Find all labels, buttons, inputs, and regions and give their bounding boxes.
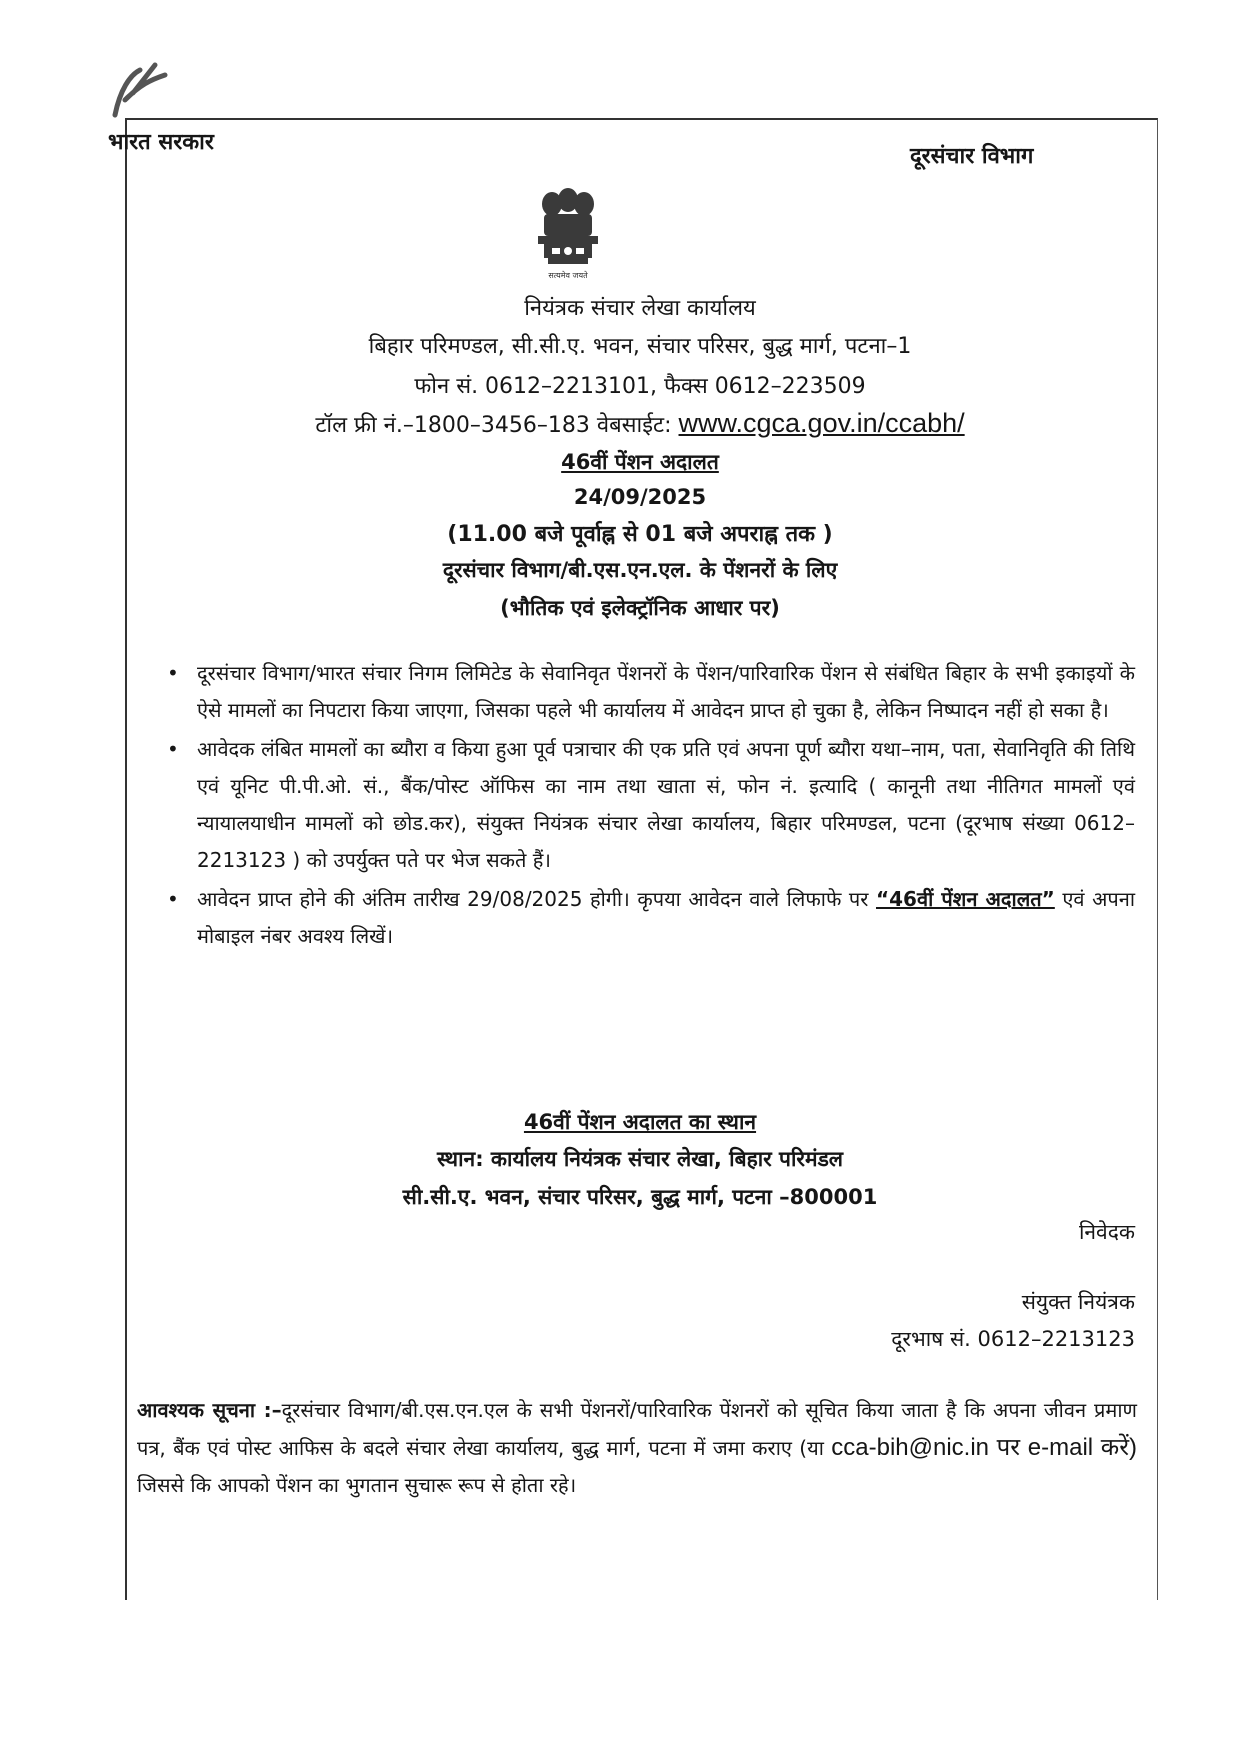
bullet-icon: • [167,887,179,911]
list-item-text-end: एवं अपना मोबाइल नंबर अवश्य लिखें। [197,887,1135,948]
signoff-phone: दूरभाष सं. 0612–2213123 [891,1327,1135,1351]
pen-mark-icon [95,55,175,125]
office-name: नियंत्रक संचार लेखा कार्यालय [524,296,756,321]
list-item-text-start: आवेदन प्राप्त होने की अंतिम तारीख 29/08/2025 होगी। कृपया आवेदन वाले लिफाफे पर [197,887,869,911]
important-notice [137,1392,1137,1504]
event-mode: (भौतिक एवं इलेक्ट्रॉनिक आधार पर) [500,596,780,620]
tollfree-label: टॉल फ्री नं.–1800–3456–183 वेबसाईट: [315,413,672,438]
notice-text-1: दूरसंचार विभाग/बी.एस.एन.एल के सभी पेंशनरों/पारिवारिक पेंशनरों को सूचित किया जाता है कि अपना जीवन प्रमाण पत्र, बैंक एवं पोस्ट आफिस के बदले संचार लेखा कार्यालय, बुद्ध मार्ग, पटना में जमा कराए (या [137,1398,1137,1460]
website-link[interactable]: www.cgca.gov.in/ccabh/ [678,408,965,438]
list-item-text: दूरसंचार विभाग/भारत संचार निगम लिमिटेड के सेवानिवृत पेंशनरों के पेंशन/पारिवारिक पेंशन से संबंधित बिहार के सभी इकाइयों के ऐसे मामलों का निपटारा किया जाएगा, जिसका पहले भी कार्यालय में आवेदन प्राप्त हो चुका है, लेकिन निष्पादन नहीं हो सका है। [197,661,1135,722]
email-link[interactable]: cca-bih@nic.in पर e-mail करें) [831,1434,1138,1461]
event-name-highlight: “46वीं पेंशन अदालत” [876,887,1055,911]
event-audience: दूरसंचार विभाग/बी.एस.एन.एल. के पेंशनरों के लिए [442,558,838,582]
list-item [165,881,1135,955]
office-address: बिहार परिमण्डल, सी.सी.ए. भवन, संचार परिसर, बुद्ध मार्ग, पटना–1 [368,334,912,359]
emblem-caption: सत्यमेव जयते [548,271,588,280]
office-phone-fax: फोन सं. 0612–2213101, फैक्स 0612–223509 [414,374,866,399]
event-time: (11.00 बजे पूर्वाह्न से 01 बजे अपराह्न तक ) [447,522,833,547]
venue-line-1: स्थान: कार्यालय नियंत्रक संचार लेखा, बिहार परिमंडल [436,1147,844,1171]
notice-text-2: जिससे कि आपको पेंशन का भुगतान सुचारू रूप से होता रहे। [137,1473,577,1497]
signoff-designation: संयुक्त नियंत्रक [1021,1290,1135,1314]
bullet-icon: • [167,737,179,761]
govt-of-india-label: भारत सरकार [108,130,214,155]
event-title: 46वीं पेंशन अदालत [561,450,719,474]
notice-lead: आवश्यक सूचना :– [137,1398,282,1422]
list-item [165,655,1135,729]
tollfree-website-line [125,408,1155,439]
event-date: 24/09/2025 [573,485,707,509]
list-item [165,731,1135,879]
state-emblem-icon [530,182,606,286]
bullet-icon: • [167,661,179,685]
instructions-list [165,655,1135,957]
venue-title: 46वीं पेंशन अदालत का स्थान [523,1110,757,1134]
list-item-text: आवेदक लंबित मामलों का ब्यौरा व किया हुआ पूर्व पत्राचार की एक प्रति एवं अपना पूर्ण ब्यौरा यथा–नाम, पता, सेवानिवृति की तिथि एवं यूनिट पी.पी.ओ. सं., बैंक/पोस्ट ऑफिस का नाम तथा खाता सं, फोन नं. इत्यादि ( कानूनी तथा नीतिगत मामलों एवं न्यायालयाधीन मामलों को छोड.कर), संयुक्त नियंत्रक संचार लेखा कार्यालय, बिहार परिमण्डल, पटना (दूरभाष संख्या 0612–2213123 ) को उपर्युक्त पते पर भेज सकते हैं। [197,737,1135,872]
signoff-from: निवेदक [1078,1220,1135,1244]
venue-line-2: सी.सी.ए. भवन, संचार परिसर, बुद्ध मार्ग, पटना –800001 [402,1185,878,1209]
department-label: दूरसंचार विभाग [910,144,1034,169]
